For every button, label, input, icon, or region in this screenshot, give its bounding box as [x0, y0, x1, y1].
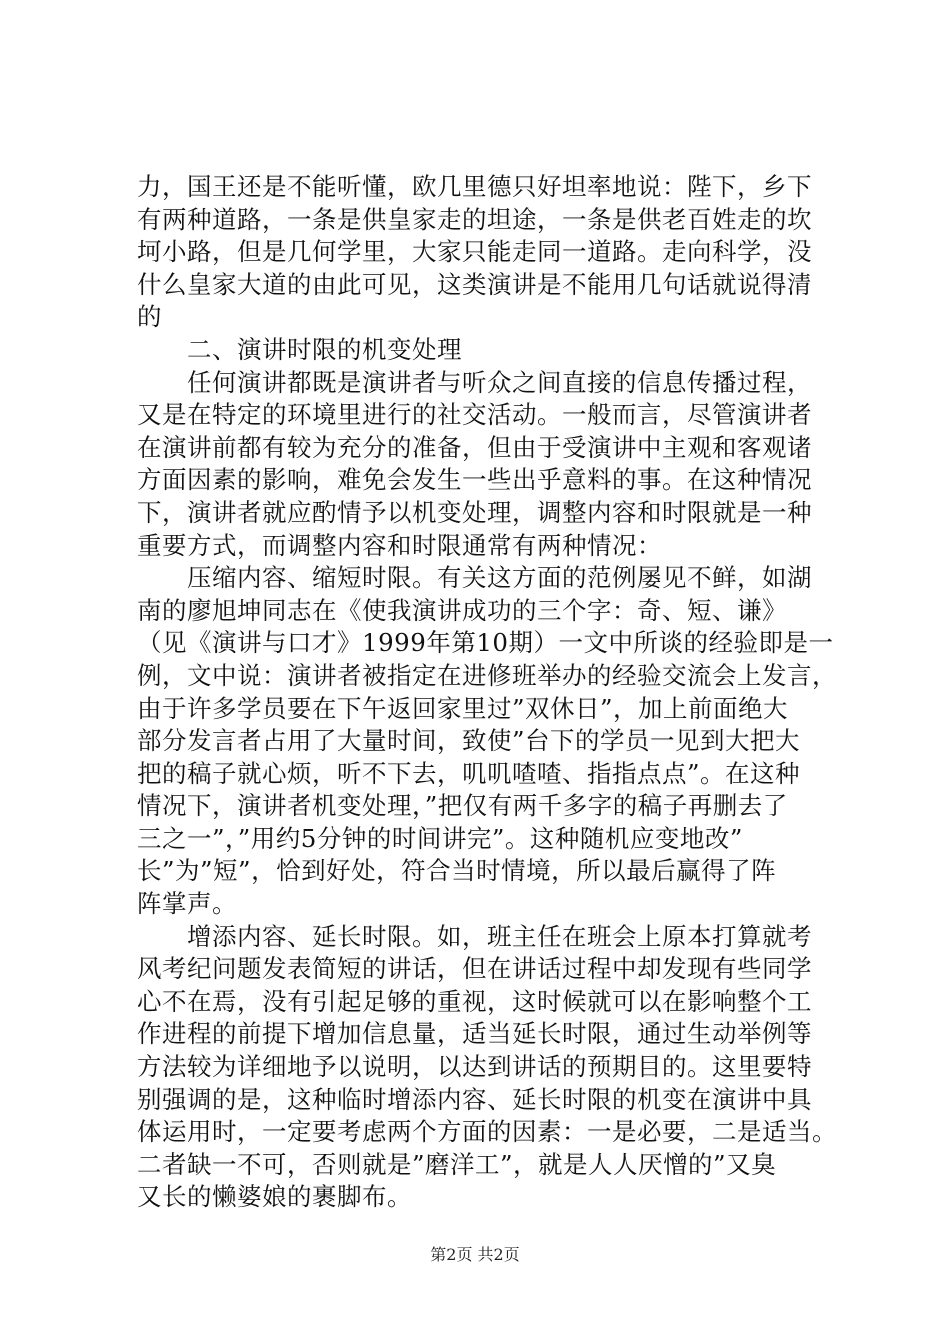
text-line: 把的稿子就心烦，听不下去，叽叽喳喳、指指点点”。在这种 [137, 758, 801, 788]
text-line: 任何演讲都既是演讲者与听众之间直接的信息传播过程， [137, 367, 812, 397]
text-line: 什么皇家大道的由此可见，这类演讲是不能用几句话就说得清 [137, 269, 812, 299]
page-number: 第2页 共2页 [430, 1245, 520, 1264]
text-line: 力，国王还是不能听懂，欧几里德只好坦率地说：陛下，乡下 [137, 172, 812, 201]
text-line: 坷小路，但是几何学里，大家只能走同一道路。走向科学，没 [137, 237, 812, 267]
text-line: 下，演讲者就应酌情予以机变处理，调整内容和时限就是一种 [137, 497, 812, 527]
text-line: 三之一”，”用约5分钟的时间讲完”。这种随机应变地改” [137, 823, 743, 853]
document-body [137, 171, 837, 1214]
text-line: 有两种道路，一条是供皇家走的坦途，一条是供老百姓走的坎 [137, 204, 812, 234]
text-line: 重要方式，而调整内容和时限通常有两种情况： [137, 530, 662, 560]
text-line: 方法较为详细地予以说明，以达到讲话的预期目的。这里要特 [137, 1052, 812, 1082]
text-line: 风考纪问题发表简短的讲话，但在讲话过程中却发现有些同学 [137, 954, 812, 984]
text-line: 南的廖旭坤同志在《使我演讲成功的三个字：奇、短、谦》 [137, 595, 787, 625]
text-line: 的 [137, 302, 162, 332]
text-line: （见《演讲与口才》1999年第10期）一文中所谈的经验即是一 [137, 628, 834, 658]
text-line: 别强调的是，这种临时增添内容、延长时限的机变在演讲中具 [137, 1084, 812, 1114]
text-line: 方面因素的影响，难免会发生一些出乎意料的事。在这种情况 [137, 465, 812, 495]
text-line: 心不在焉，没有引起足够的重视，这时候就可以在影响整个工 [137, 986, 812, 1016]
text-line: 又是在特定的环境里进行的社交活动。一般而言，尽管演讲者 [137, 400, 812, 430]
text-line: 作进程的前提下增加信息量，适当延长时限，通过生动举例等 [137, 1019, 812, 1049]
text-line: 长”为”短”，恰到好处，符合当时情境，所以最后赢得了阵 [137, 856, 777, 886]
text-line: 例，文中说：演讲者被指定在进修班举办的经验交流会上发言， [137, 660, 837, 690]
text-line: 阵掌声。 [137, 889, 237, 919]
text-line: 情况下，演讲者机变处理，”把仅有两千多字的稿子再删去了 [137, 791, 788, 821]
section-heading: 二、演讲时限的机变处理 [137, 334, 462, 364]
text-line: 部分发言者占用了大量时间，致使”台下的学员一见到大把大 [137, 726, 801, 756]
text-line: 在演讲前都有较为充分的准备，但由于受演讲中主观和客观诸 [137, 432, 812, 462]
text-line: 压缩内容、缩短时限。有关这方面的范例屡见不鲜，如湖 [137, 563, 812, 593]
text-line: 二者缺一不可，否则就是”磨洋工”，就是人人厌憎的”又臭 [137, 1149, 777, 1179]
text-line: 由于许多学员要在下午返回家里过”双休日”，加上前面绝大 [137, 693, 789, 723]
text-line: 又长的懒婆娘的裹脚布。 [137, 1182, 412, 1212]
text-line: 体运用时，一定要考虑两个方面的因素：一是必要，二是适当。 [137, 1117, 837, 1147]
text-line: 增添内容、延长时限。如，班主任在班会上原本打算就考 [137, 921, 812, 951]
